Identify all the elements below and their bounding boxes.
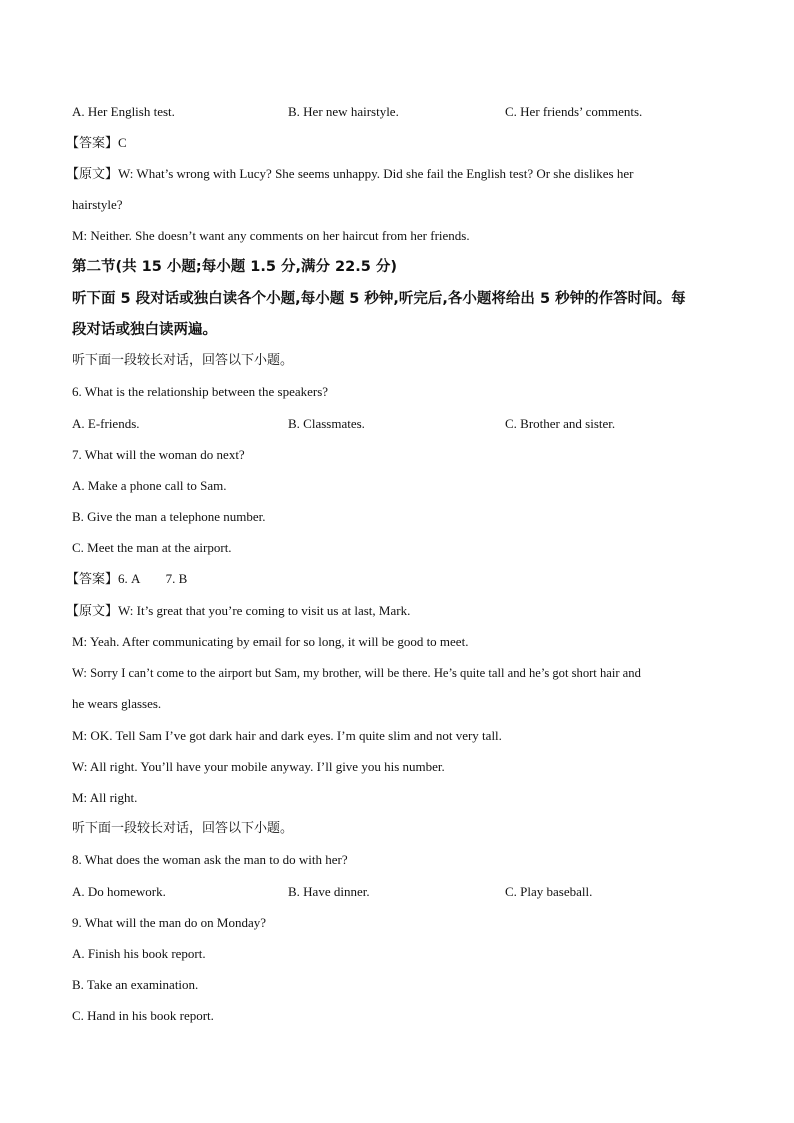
q7-option-b: B. Give the man a telephone number.	[72, 509, 266, 524]
q9-option-a: A. Finish his book report.	[72, 946, 206, 961]
q6-option-c: C. Brother and sister.	[505, 416, 616, 431]
section-2-instruction-line-1: 听下面 5 段对话或独白读各个小题,每小题 5 秒钟,听完后,各小题将给出 5 秒钟的作答时间。每	[72, 291, 686, 307]
answer-1	[66, 134, 127, 153]
q8-question: 8. What does the woman ask the man to do with her?	[72, 852, 348, 867]
listen-prompt-2: 听下面一段较长对话，回答以下小题。	[72, 821, 294, 836]
answer-2	[66, 570, 187, 589]
listen-prompt-1: 听下面一段较长对话，回答以下小题。	[72, 353, 294, 368]
transcript-text: W: It’s great that you’re coming to visit us at last, Mark.	[118, 603, 411, 618]
transcript-2-line-2: M: Yeah. After communicating by email for so long, it will be good to meet.	[72, 634, 469, 649]
q5-option-a: A. Her English test.	[72, 104, 175, 119]
transcript-1-line-2: hairstyle?	[72, 197, 123, 212]
section-2-instruction-line-2: 段对话或独白读两遍。	[72, 322, 217, 338]
answer-value: C	[118, 135, 127, 150]
q9-option-c: C. Hand in his book report.	[72, 1008, 214, 1023]
q7-question: 7. What will the woman do next?	[72, 447, 245, 462]
answer-label: 【答案】	[66, 572, 119, 587]
transcript-2-line-4: he wears glasses.	[72, 696, 162, 711]
transcript-2-line-3: W: Sorry I can’t come to the airport but Sam, my brother, will be there. He’s quite tall and he’s got short hair and	[72, 666, 641, 680]
q9-question: 9. What will the man do on Monday?	[72, 915, 267, 930]
q5-option-c: C. Her friends’ comments.	[505, 104, 643, 119]
transcript-2-line-6: W: All right. You’ll have your mobile anyway. I’ll give you his number.	[72, 759, 445, 774]
answer-value: 6. A 7. B	[118, 571, 188, 586]
transcript-2-line-1	[66, 602, 410, 621]
transcript-2-line-7: M: All right.	[72, 790, 138, 805]
q8-option-b: B. Have dinner.	[288, 884, 370, 899]
q8-option-a: A. Do homework.	[72, 884, 166, 899]
transcript-1-line-1	[66, 165, 633, 184]
transcript-text: W: What’s wrong with Lucy? She seems unhappy. Did she fail the English test? Or she dislikes her	[118, 166, 634, 181]
q7-option-a: A. Make a phone call to Sam.	[72, 478, 227, 493]
transcript-label: 【原文】	[66, 604, 119, 619]
q8-option-c: C. Play baseball.	[505, 884, 593, 899]
q9-option-b: B. Take an examination.	[72, 977, 199, 992]
transcript-label: 【原文】	[66, 167, 119, 182]
q5-option-b: B. Her new hairstyle.	[288, 104, 399, 119]
q7-option-c: C. Meet the man at the airport.	[72, 540, 232, 555]
q6-option-a: A. E-friends.	[72, 416, 140, 431]
answer-label: 【答案】	[66, 136, 119, 151]
transcript-2-line-5: M: OK. Tell Sam I’ve got dark hair and dark eyes. I’m quite slim and not very tall.	[72, 728, 502, 743]
transcript-1-line-3: M: Neither. She doesn’t want any comments on her haircut from her friends.	[72, 228, 470, 243]
q6-option-b: B. Classmates.	[288, 416, 365, 431]
q6-question: 6. What is the relationship between the speakers?	[72, 384, 329, 399]
section-2-heading: 第二节(共 15 小题;每小题 1.5 分,满分 22.5 分)	[72, 259, 397, 275]
